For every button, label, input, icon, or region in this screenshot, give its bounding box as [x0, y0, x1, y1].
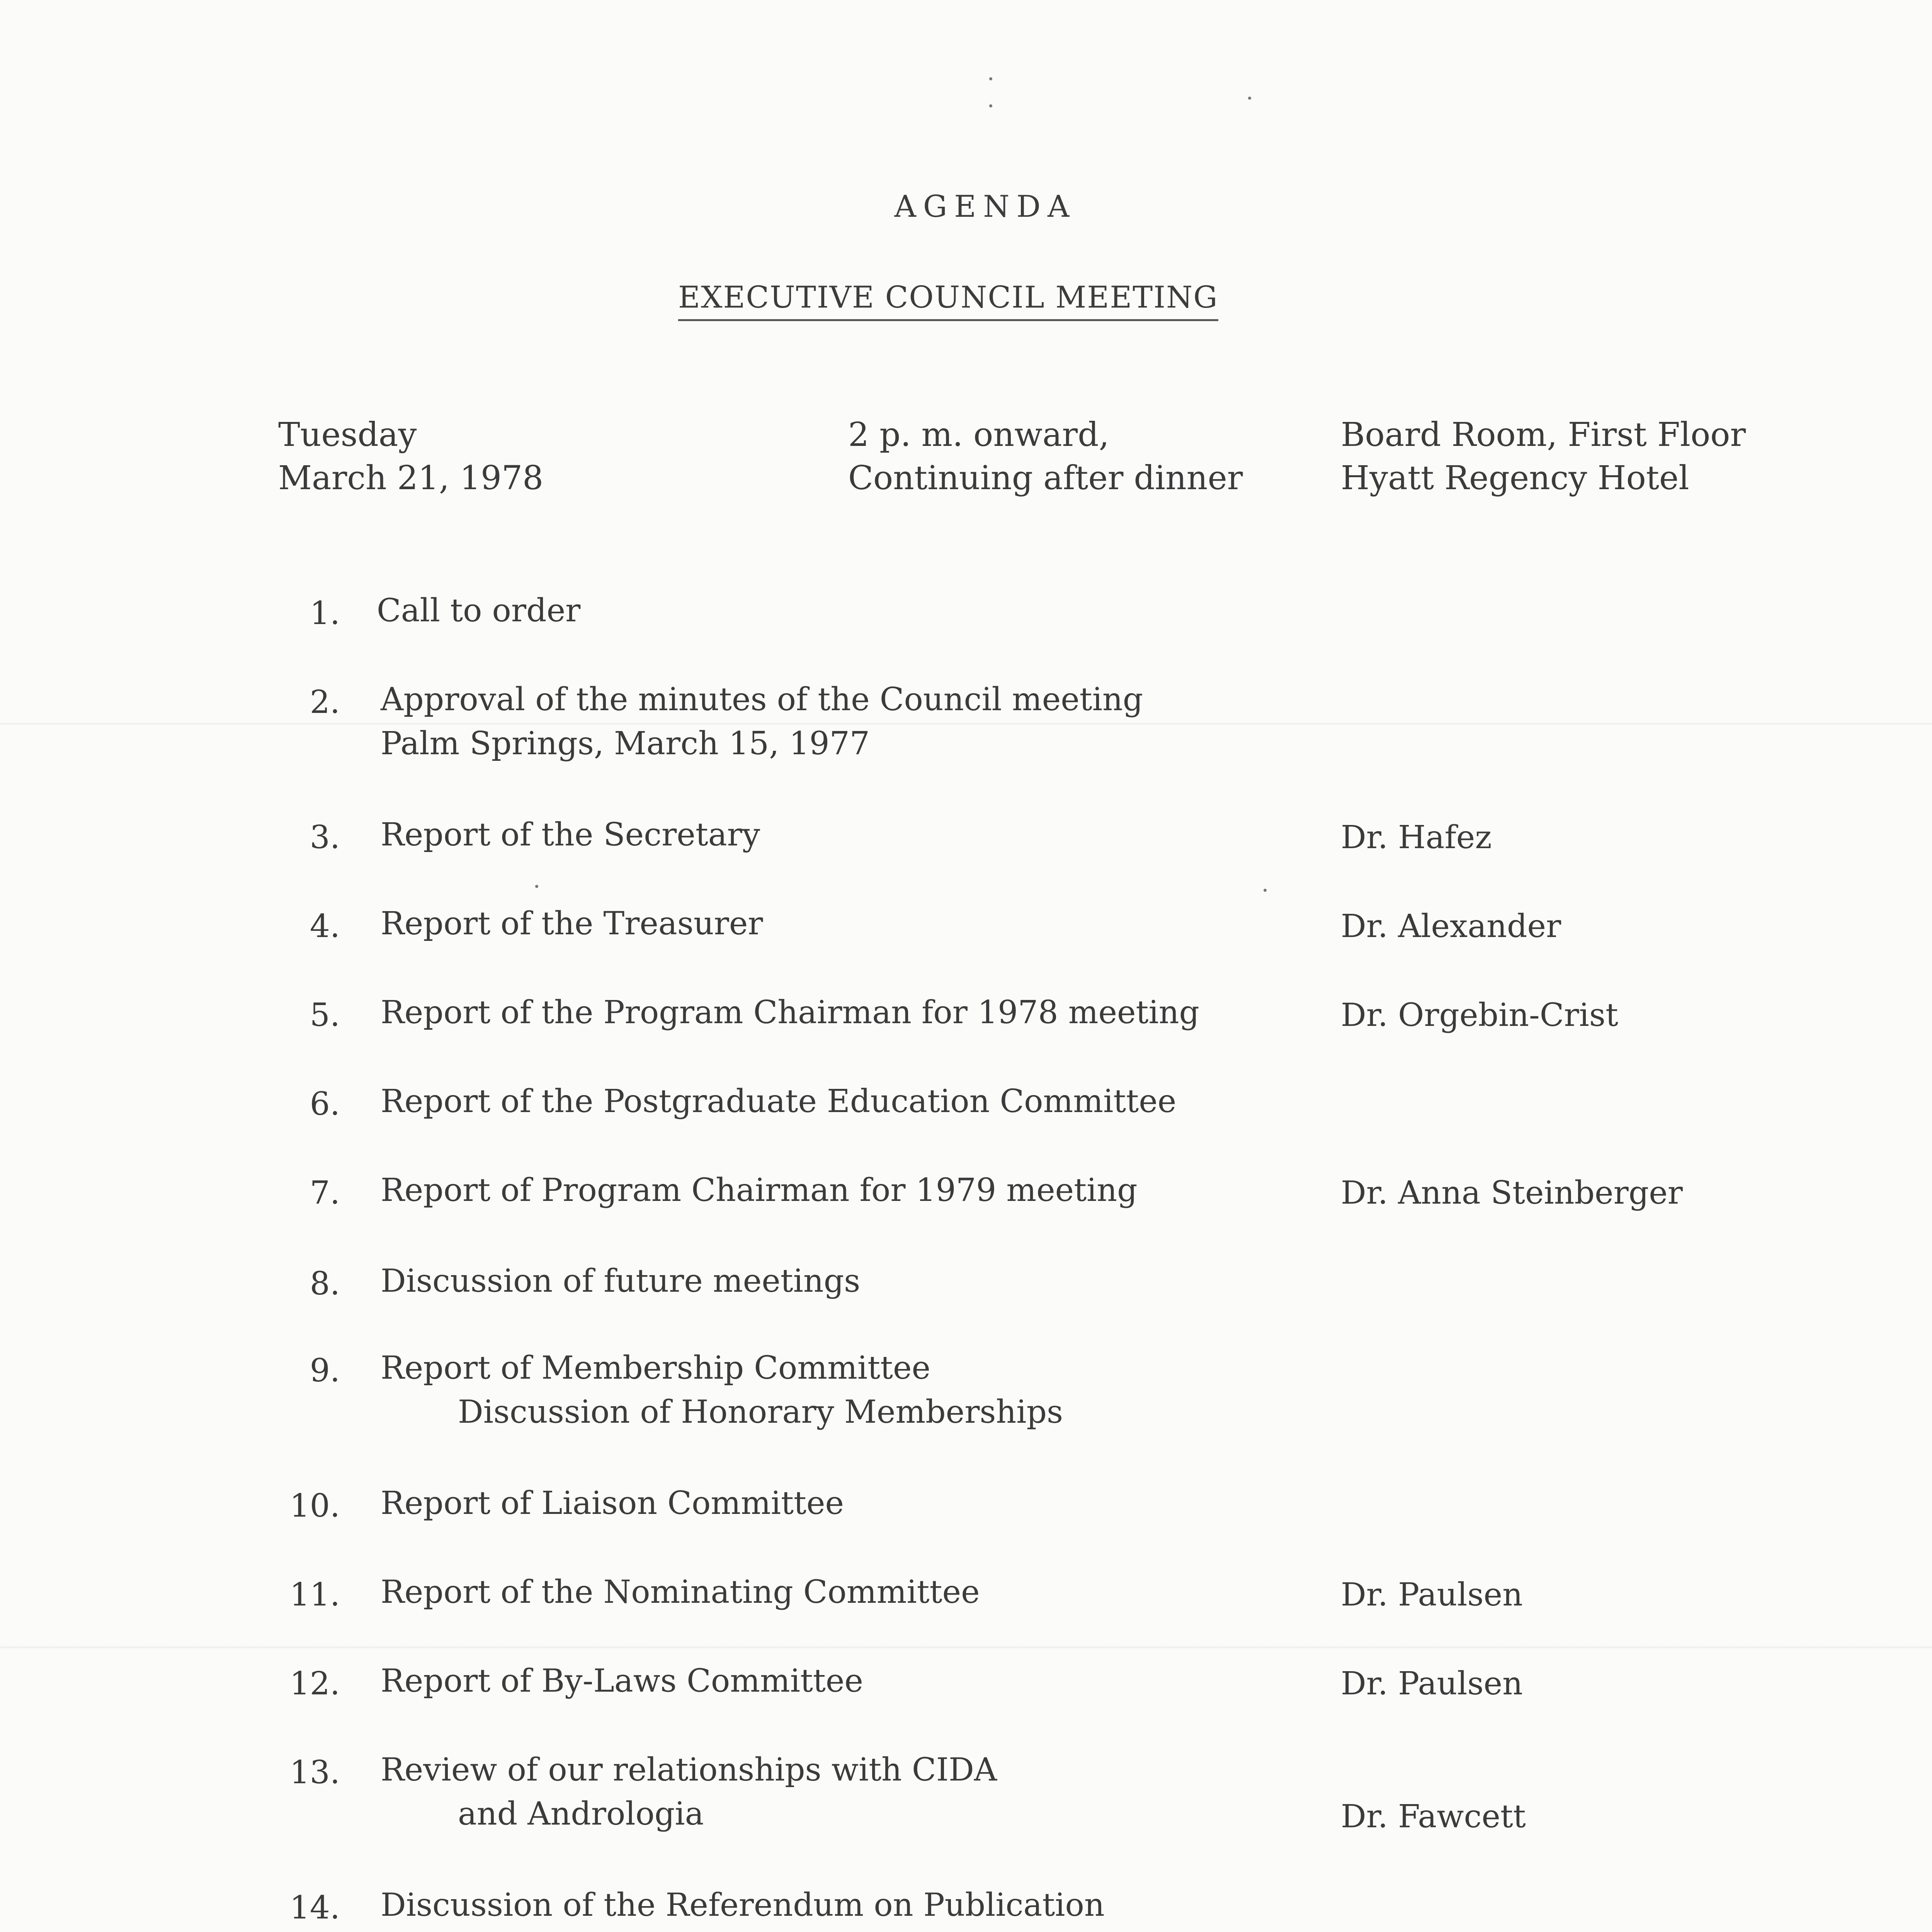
agenda-item-text	[381, 1659, 863, 1703]
agenda-item-text	[381, 1570, 980, 1614]
meeting-room: Board Room, First Floor	[1341, 416, 1746, 454]
agenda-item-presenter: Dr. Fawcett	[1341, 1798, 1526, 1835]
scan-speck	[1248, 97, 1251, 100]
agenda-item-number: 5.	[310, 997, 340, 1034]
agenda-item-presenter: Dr. Alexander	[1341, 908, 1561, 945]
agenda-item-subline: and Andrologia	[458, 1796, 704, 1832]
agenda-item-text	[381, 1883, 1105, 1927]
agenda-item-subline: Palm Springs, March 15, 1977	[381, 725, 870, 762]
agenda-item-number: 9.	[310, 1352, 340, 1389]
agenda-item-text	[381, 1168, 1138, 1213]
agenda-item-title: Review of our relationships with CIDA	[381, 1752, 997, 1788]
agenda-item-number: 6.	[310, 1086, 340, 1122]
agenda-item-presenter: Dr. Orgebin-Crist	[1341, 997, 1618, 1034]
agenda-item-number: 11.	[289, 1577, 340, 1613]
agenda-item-text	[381, 1481, 844, 1526]
agenda-item-number: 12.	[289, 1665, 340, 1702]
agenda-item-title: Report of By-Laws Committee	[381, 1663, 863, 1699]
agenda-item-number: 7.	[310, 1175, 340, 1211]
agenda-item-title: Report of the Program Chairman for 1978 meeting	[381, 994, 1200, 1031]
agenda-item-text	[381, 813, 760, 857]
scan-speck	[989, 104, 992, 107]
meeting-venue: Hyatt Regency Hotel	[1341, 459, 1689, 497]
agenda-item-text	[381, 1259, 860, 1303]
meeting-subtitle: EXECUTIVE COUNCIL MEETING	[678, 278, 1218, 321]
agenda-item-presenter: Dr. Anna Steinberger	[1341, 1175, 1683, 1211]
meeting-day: Tuesday	[278, 416, 417, 454]
agenda-item-number: 13.	[289, 1754, 340, 1791]
agenda-item-text	[377, 589, 580, 633]
meeting-location-block	[1341, 413, 1746, 500]
agenda-item-text	[381, 991, 1199, 1035]
agenda-item-text	[381, 1346, 1063, 1434]
agenda-item-text	[381, 1748, 997, 1836]
agenda-item-number: 3.	[310, 819, 340, 856]
agenda-item-number: 4.	[310, 908, 340, 945]
meeting-date-block	[278, 413, 543, 500]
scan-speck	[535, 885, 538, 888]
agenda-item-subline: Discussion of Honorary Memberships	[458, 1394, 1063, 1430]
agenda-item-title: Approval of the minutes of the Council meeting	[381, 681, 1143, 718]
agenda-item-number: 8.	[310, 1265, 340, 1302]
agenda-item-title: Report of Liaison Committee	[381, 1485, 844, 1522]
agenda-item-text	[381, 1080, 1176, 1124]
agenda-item-title: Discussion of the Referendum on Publication	[381, 1887, 1105, 1923]
agenda-item-number: 2.	[310, 684, 340, 721]
agenda-title: AGENDA	[894, 189, 1077, 224]
agenda-item-presenter: Dr. Paulsen	[1341, 1577, 1523, 1613]
agenda-item-title: Report of the Secretary	[381, 816, 760, 853]
agenda-item-title: Report of Program Chairman for 1979 meeting	[381, 1172, 1138, 1209]
agenda-item-title: Call to order	[377, 592, 581, 629]
scan-speck	[1264, 889, 1267, 892]
agenda-item-text	[381, 902, 763, 946]
agenda-item-title: Report of the Nominating Committee	[381, 1574, 980, 1611]
scan-speck	[989, 77, 992, 80]
meeting-date: March 21, 1978	[278, 459, 544, 497]
agenda-item-title: Report of Membership Committee	[381, 1350, 931, 1386]
meeting-time-block	[848, 413, 1243, 500]
agenda-item-number: 14.	[289, 1889, 340, 1926]
agenda-item-number: 10.	[289, 1488, 340, 1524]
agenda-item-title: Report of the Postgraduate Education Committee	[381, 1083, 1177, 1120]
agenda-item-text	[381, 678, 1143, 766]
meeting-time: 2 p. m. onward,	[848, 416, 1109, 454]
meeting-time-note: Continuing after dinner	[848, 459, 1243, 497]
agenda-item-title: Discussion of future meetings	[381, 1263, 861, 1299]
agenda-item-number: 1.	[310, 595, 340, 632]
agenda-item-presenter: Dr. Paulsen	[1341, 1665, 1523, 1702]
agenda-item-presenter: Dr. Hafez	[1341, 819, 1492, 856]
paper-fold	[0, 1646, 1932, 1648]
agenda-item-title: Report of the Treasurer	[381, 905, 763, 942]
